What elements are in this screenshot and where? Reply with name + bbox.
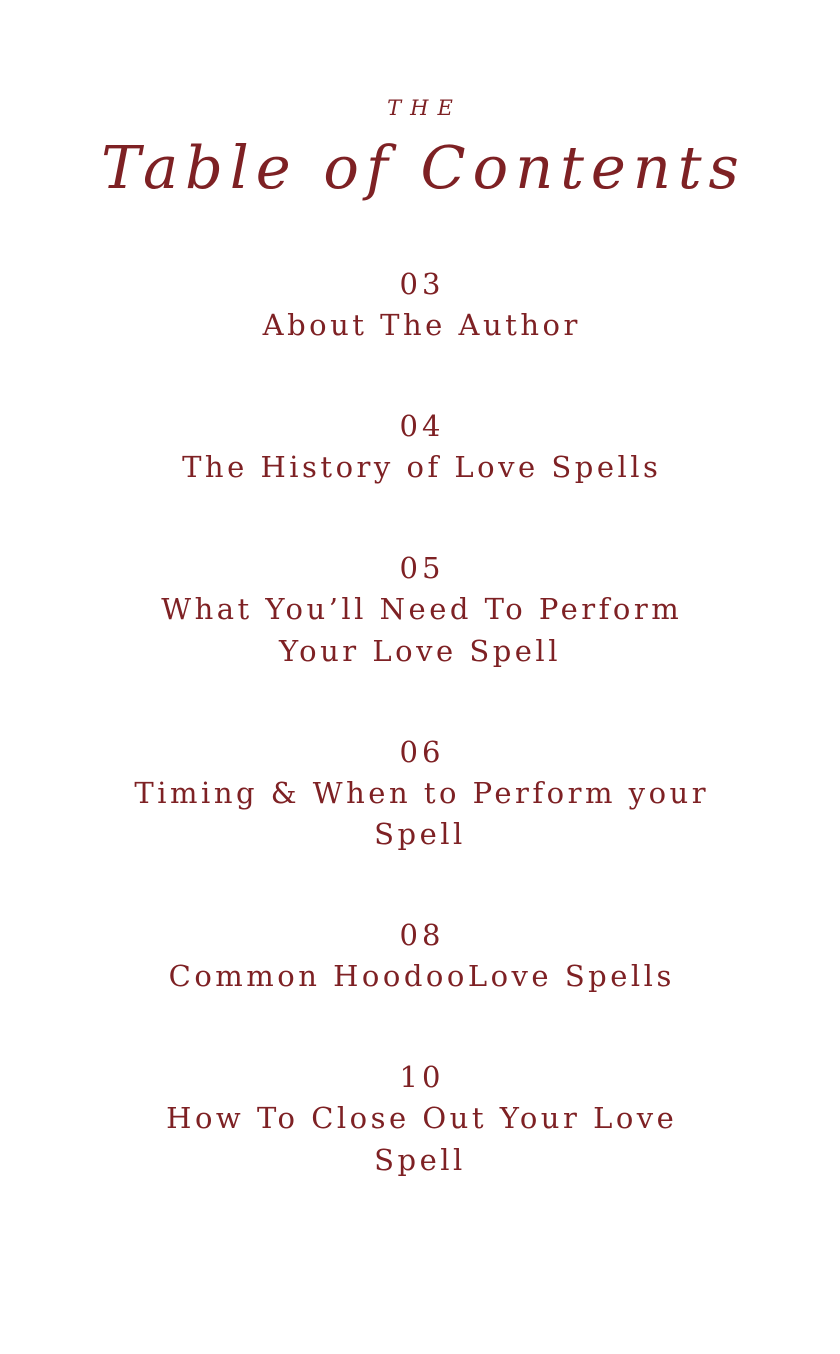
toc-entry	[125, 1056, 715, 1180]
toc-entry-title: The History of Love Spells	[182, 450, 662, 485]
page-title: Table of Contents	[101, 133, 746, 202]
toc-entry-number: 04	[399, 409, 445, 444]
toc-entry	[165, 914, 675, 997]
kicker-text: THE	[387, 96, 462, 120]
toc-entry	[179, 405, 662, 488]
toc-entry-number: 08	[399, 918, 445, 953]
toc-entry-number: 05	[399, 551, 445, 586]
toc-entry-number: 06	[399, 734, 445, 769]
toc-entry	[125, 547, 715, 671]
toc-entry	[259, 263, 581, 346]
toc-list	[120, 263, 720, 1240]
toc-entry-title: What You’ll Need To Perform Your Love Spell	[161, 592, 683, 668]
toc-entry-title: About The Author	[262, 307, 581, 342]
toc-entry-number: 03	[399, 266, 445, 301]
toc-entry-title: Timing & When to Perform your Spell	[134, 775, 710, 851]
toc-entry	[125, 731, 715, 855]
toc-entry-title: How To Close Out Your Love Spell	[166, 1101, 678, 1177]
toc-entry-title: Common HoodooLove Spells	[168, 959, 675, 994]
toc-entry-number: 10	[399, 1060, 445, 1095]
